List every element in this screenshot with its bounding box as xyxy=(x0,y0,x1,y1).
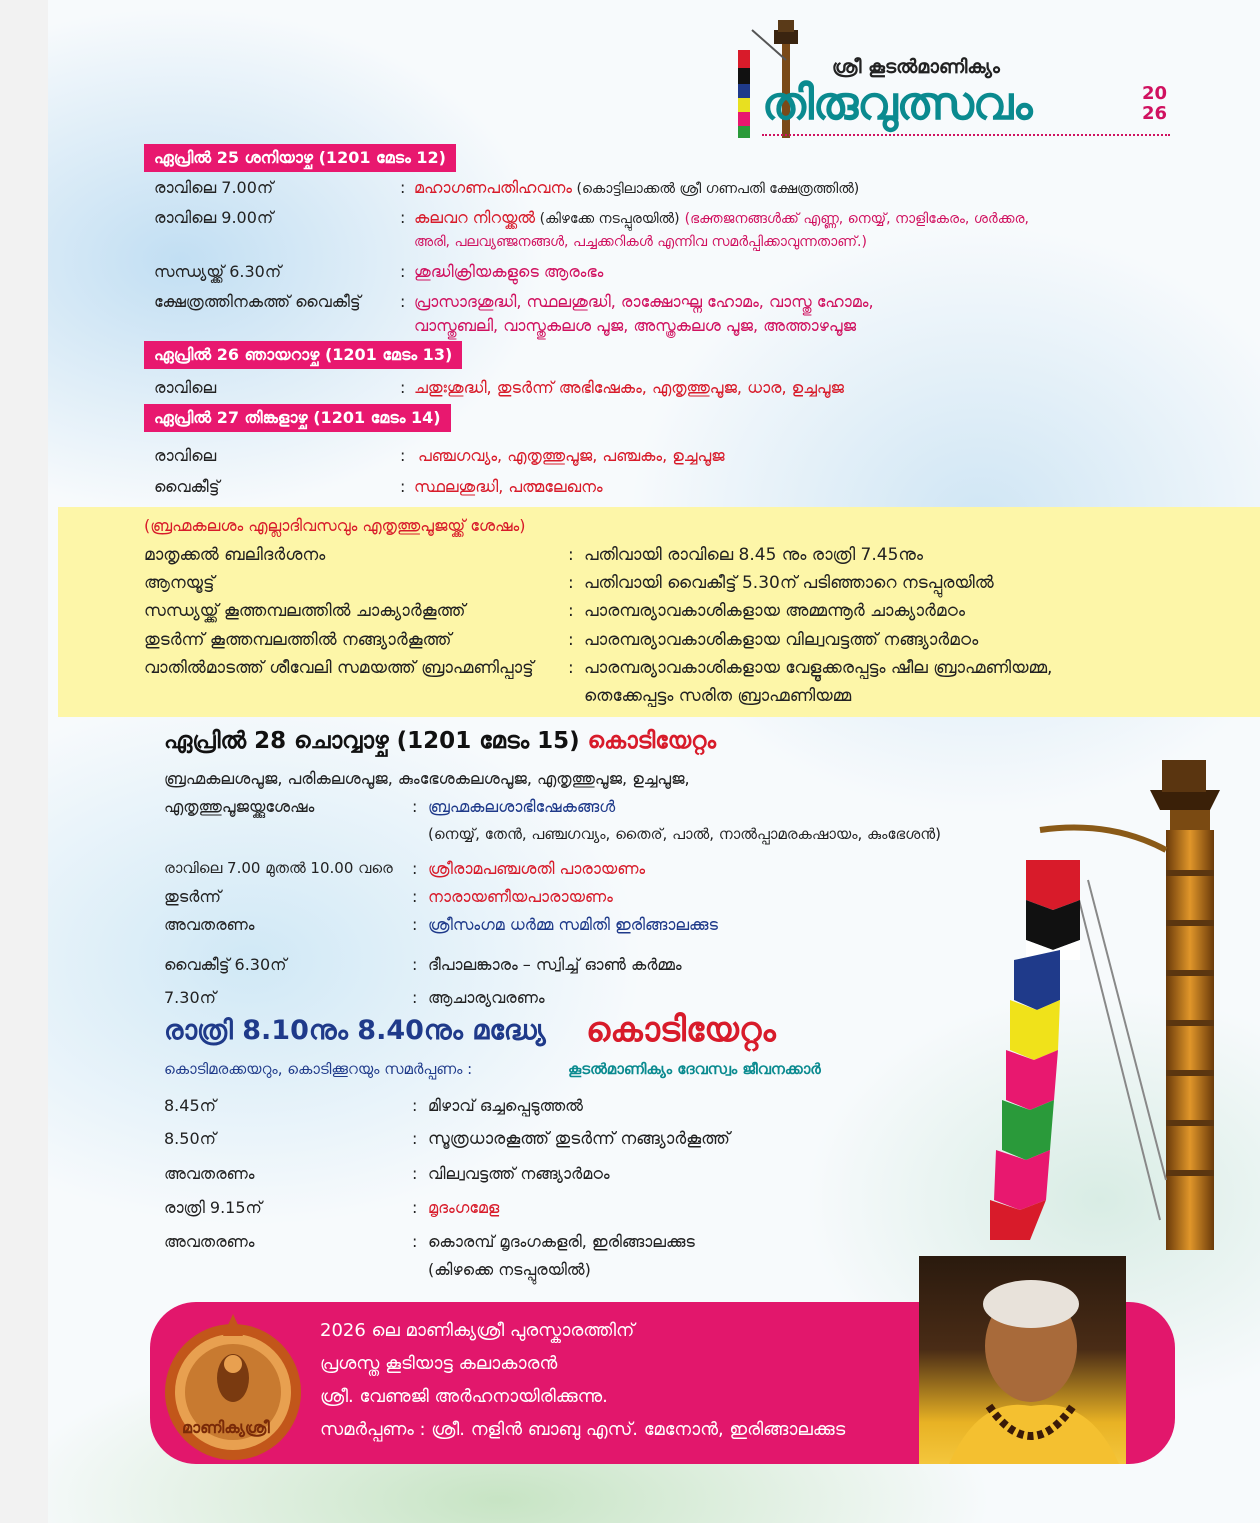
day3-row2-time: വൈകീട്ട് xyxy=(154,477,220,496)
day1-row2-extra: (ഭക്തജനങ്ങൾക്ക് എണ്ണ, നെയ്യ്, നാളികേരം, ശർക്കര, xyxy=(684,211,1029,227)
day4-heading-text: ഏപ്രിൽ 28 ചൊവ്വാഴ്ച (1201 മേടം 15) xyxy=(164,728,588,754)
day4b-row2-value: സൂത്രധാരകൂത്ത് തുടർന്ന് നങ്ങ്യാർകൂത്ത് xyxy=(428,1129,730,1149)
day4-row4-time: അവതരണം xyxy=(164,915,255,934)
daily-row3-sep: : xyxy=(568,601,574,621)
header-subtitle: ശ്രീ കൂടൽമാണിക്യം xyxy=(832,56,1000,78)
day1-row3-sep: : xyxy=(400,262,406,281)
day4-row2-value: ശ്രീരാമപഞ്ചശതി പാരായണം xyxy=(428,859,646,878)
medal-text: മാണിക്യശ്രീ xyxy=(182,1418,270,1437)
day1-row2-extra2: അരി, പലവ്യഞ്ജനങ്ങൾ, പച്ചക്കറികൾ എന്നിവ സമർപ്പിക്കാവുന്നതാണ്.) xyxy=(414,234,867,250)
header-divider xyxy=(762,134,1170,136)
day1-row4-time: ക്ഷേത്രത്തിനകത്ത് വൈകീട്ട് xyxy=(154,292,361,311)
award-line2: പ്രശസ്ത കൂടിയാട്ട കലാകാരൻ xyxy=(320,1353,558,1374)
day3-row1-value: പഞ്ചഗവ്യം, എതൃത്തുപൂജ, പഞ്ചകം, ഉച്ചപൂജ xyxy=(418,446,725,465)
day4-row1-sep: : xyxy=(412,797,418,816)
day4-row2-sep: : xyxy=(412,859,418,878)
offering-label: കൊടിമരക്കയറും, കൊടിക്കൂറയും സമർപ്പണം : xyxy=(164,1060,473,1078)
day4-row4-value: ശ്രീസംഗമ ധർമ്മ സമിതി ഇരിങ്ങാലക്കുട xyxy=(428,915,718,934)
daily-row5-value: പാരമ്പര്യാവകാശികളായ വേളൂക്കരപ്പട്ടം ഷീല ബ്രാഹ്മണിയമ്മ, xyxy=(584,658,1053,678)
day1-row1-time: രാവിലെ 7.00ന് xyxy=(154,178,274,197)
daily-row1-label: മാതൃക്കൽ ബലിദർശനം xyxy=(144,545,326,565)
portrait-figure xyxy=(919,1256,1126,1464)
day4b-row5-time: അവതരണം xyxy=(164,1232,255,1251)
day4-row3-value: നാരായണീയപാരായണം xyxy=(428,887,613,906)
day4b-row3-time: അവതരണം xyxy=(164,1164,255,1183)
day4b-row4-sep: : xyxy=(412,1198,418,1217)
day4-row3-sep: : xyxy=(412,887,418,906)
day4-row3-time: തുടർന്ന് xyxy=(164,887,221,906)
daily-row5-sep: : xyxy=(568,658,574,678)
day3-row1-sep: : xyxy=(400,446,406,465)
day4-row6-time: 7.30ന് xyxy=(164,988,216,1007)
day4b-row3-sep: : xyxy=(412,1164,418,1183)
daily-row3-value: പാരമ്പര്യാവകാശികളായ അമ്മന്നൂർ ചാക്യാർമഠം xyxy=(584,601,965,621)
day4-row5-value: ദീപാലങ്കാരം – സ്വിച്ച് ഓൺ കർമ്മം xyxy=(428,955,682,974)
medal-icon xyxy=(158,1308,308,1464)
daily-row3-label: സന്ധ്യയ്ക്ക് കൂത്തമ്പലത്തിൽ ചാക്യാർകൂത്ത് xyxy=(144,601,466,621)
day4-row1-value: ബ്രഹ്മകലശാഭിഷേകങ്ങൾ xyxy=(428,797,616,816)
day4-row6-sep: : xyxy=(412,988,418,1007)
award-line3: ശ്രീ. വേണുജി അർഹനായിരിക്കുന്നു. xyxy=(320,1386,608,1407)
daily-row2-label: ആനയൂട്ട് xyxy=(144,573,215,593)
award-line1: 2026 ലെ മാണിക്യശ്രീ പുരസ്കാരത്തിന് xyxy=(320,1320,635,1341)
day4b-row5-sep: : xyxy=(412,1232,418,1251)
day4-intro: ബ്രഹ്മകലശപൂജ, പരികലശപൂജ, കുംഭേശകലശപൂജ, എതൃത്തുപൂജ, ഉച്ചപൂജ, xyxy=(164,769,690,788)
day4b-row1-sep: : xyxy=(412,1096,418,1115)
daily-row4-label: തുടർന്ന് കൂത്തമ്പലത്തിൽ നങ്ങ്യാർകൂത്ത് xyxy=(144,630,452,650)
day1-row2-time: രാവിലെ 9.00ന് xyxy=(154,208,274,227)
day2-row1-time: രാവിലെ xyxy=(154,378,217,397)
daily-row1-sep: : xyxy=(568,545,574,565)
day4-row4-sep: : xyxy=(412,915,418,934)
day4b-row4-value: മൃദംഗമേള xyxy=(428,1198,500,1217)
year-top: 20 xyxy=(1142,83,1168,104)
day1-row1-note: (കൊട്ടിലാക്കൽ ശ്രീ ഗണപതി ക്ഷേത്രത്തിൽ) xyxy=(572,181,860,197)
day4b-row2-sep: : xyxy=(412,1129,418,1148)
daily-row4-value: പാരമ്പര്യാവകാശികളായ വില്വവട്ടത്ത് നങ്ങ്യാർമഠം xyxy=(584,630,979,650)
flag-hoisting-time: രാത്രി 8.10നും 8.40നും മദ്ധ്യേ xyxy=(164,1015,546,1046)
day3-row1-time: രാവിലെ xyxy=(154,446,217,465)
day4-row1-value2: (നെയ്യ്, തേൻ, പഞ്ചഗവ്യം, തൈര്, പാൽ, നാൽപ്പാമരകഷായം, കുംഭേശൻ) xyxy=(428,825,941,843)
day4b-row2-time: 8.50ന് xyxy=(164,1129,216,1148)
daily-row5-label: വാതിൽമാടത്ത് ശീവേലി സമയത്ത് ബ്രാഹ്മണിപ്പാട്ട് xyxy=(144,658,534,678)
day4b-row1-value: മിഴാവ് ഒച്ചപ്പെടുത്തൽ xyxy=(428,1096,583,1115)
award-line4: സമർപ്പണം : ശ്രീ. നളിൻ ബാബു എസ്. മേനോൻ, ഇരിങ്ങാലക്കുട xyxy=(320,1419,846,1440)
day1-row3-value: ശുദ്ധിക്രിയകളുടെ ആരംഭം xyxy=(414,262,604,281)
day2-heading: ഏപ്രിൽ 26 ഞായറാഴ്ച (1201 മേടം 13) xyxy=(144,341,462,369)
day4b-row5-value: കൊരമ്പ് മൃദംഗകളരി, ഇരിങ്ങാലക്കുട xyxy=(428,1232,695,1251)
day1-row3-time: സന്ധ്യയ്ക്ക് 6.30ന് xyxy=(154,262,282,281)
portrait-photo xyxy=(919,1256,1126,1464)
day3-row2-sep: : xyxy=(400,477,406,496)
day1-row1-value xyxy=(414,178,859,198)
day3-heading: ഏപ്രിൽ 27 തിങ്കളാഴ്ച (1201 മേടം 14) xyxy=(144,404,451,432)
day4-heading-highlight: കൊടിയേറ്റം xyxy=(587,728,717,754)
day1-heading: ഏപ്രിൽ 25 ശനിയാഴ്ച (1201 മേടം 12) xyxy=(144,144,456,172)
day4b-row3-value: വില്വവട്ടത്ത് നങ്ങ്യാർമഠം xyxy=(428,1164,610,1183)
day1-row1-sep: : xyxy=(400,178,406,197)
day4-heading xyxy=(164,728,716,754)
day4b-row4-time: രാത്രി 9.15ന് xyxy=(164,1198,262,1217)
day1-row2-value xyxy=(414,208,1029,228)
daily-row1-value: പതിവായി രാവിലെ 8.45 നും രാത്രി 7.45നും xyxy=(584,545,923,565)
day4-row2-time: രാവിലെ 7.00 മുതൽ 10.00 വരെ xyxy=(164,859,393,877)
day4-row6-value: ആചാര്യവരണം xyxy=(428,988,545,1007)
daily-row2-value: പതിവായി വൈകീട്ട് 5.30ന് പടിഞ്ഞാറെ നടപ്പുരയിൽ xyxy=(584,573,994,593)
day2-row1-value: ചതുഃശുദ്ധി, തുടർന്ന് അഭിഷേകം, എതൃത്തുപൂജ, ധാര, ഉച്ചപൂജ xyxy=(414,378,845,397)
flagpole-icon xyxy=(970,760,1240,1250)
day4-row5-sep: : xyxy=(412,955,418,974)
year-bottom: 26 xyxy=(1142,103,1168,124)
day1-row2-main: കലവറ നിറയ്ക്കൽ xyxy=(414,208,536,227)
flag-hoisting-word: കൊടിയേറ്റം xyxy=(586,1010,776,1050)
day1-row4-value: പ്രാസാദശുദ്ധി, സ്ഥലശുദ്ധി, രാക്ഷോഘ്ന ഹോമം, വാസ്തു ഹോമം, xyxy=(414,292,874,311)
day1-row2-note: (കിഴക്കേ നടപ്പുരയിൽ) xyxy=(535,211,680,227)
offering-value: കൂടൽമാണിക്യം ദേവസ്വം ജീവനക്കാർ xyxy=(568,1060,821,1078)
day4b-row5-value2: (കിഴക്കെ നടപ്പുരയിൽ) xyxy=(428,1260,591,1279)
daily-row4-sep: : xyxy=(568,630,574,650)
day3-row2-value: സ്ഥലശുദ്ധി, പത്മലേഖനം xyxy=(414,477,603,496)
daily-heading: (ബ്രഹ്മകലശം എല്ലാദിവസവും എതൃത്തുപൂജയ്ക്ക് ശേഷം) xyxy=(144,516,526,535)
day2-row1-sep: : xyxy=(400,378,406,397)
day4-row1-time: എതൃത്തുപൂജയ്ക്കുശേഷം xyxy=(164,797,315,816)
daily-row5-value2: തെക്കേപ്പട്ടം സരിത ബ്രാഹ്മണിയമ്മ xyxy=(584,686,852,706)
day1-row4-value2: വാസ്തുബലി, വാസ്തുകലശ പൂജ, അസ്ത്രകലശ പൂജ, അത്താഴപൂജ xyxy=(414,316,857,335)
day1-row2-sep: : xyxy=(400,208,406,227)
left-margin-strip xyxy=(0,0,48,1523)
day1-row4-sep: : xyxy=(400,292,406,311)
daily-row2-sep: : xyxy=(568,573,574,593)
day4b-row1-time: 8.45ന് xyxy=(164,1096,216,1115)
flag-banner-icon xyxy=(990,860,1080,1240)
header-year xyxy=(1142,84,1167,124)
header-title: തിരുവുത്സവം xyxy=(762,76,1032,130)
day4-row5-time: വൈകീട്ട് 6.30ന് xyxy=(164,955,287,974)
day1-row1-main: മഹാഗണപതിഹവനം xyxy=(414,178,573,197)
